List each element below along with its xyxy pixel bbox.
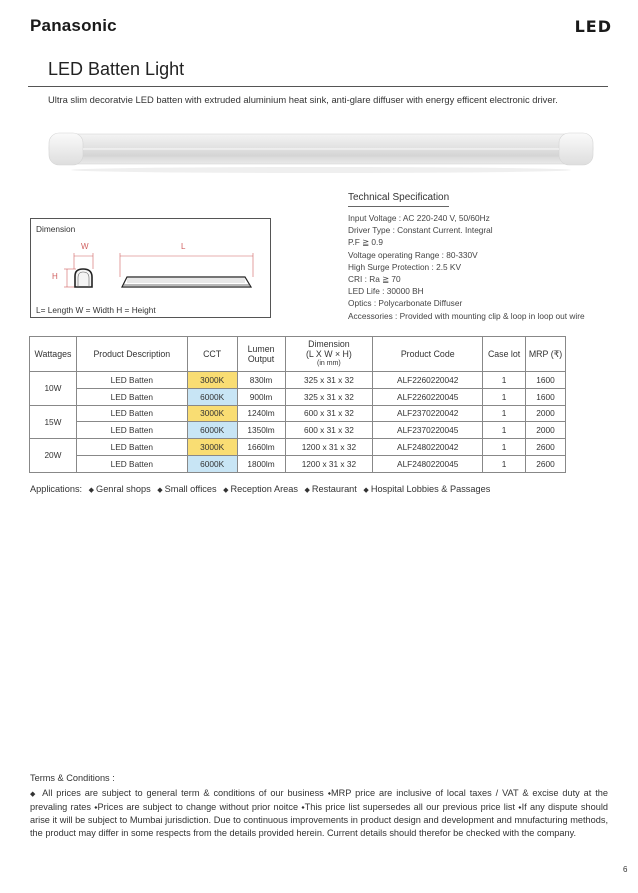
- mrp-cell: 1600: [526, 388, 566, 405]
- description-cell: LED Batten: [76, 405, 187, 422]
- terms-text: [30, 787, 608, 840]
- application-item: ◆ Reception Areas: [223, 484, 298, 494]
- tech-spec-item: P.F ≧ 0.9: [348, 237, 383, 248]
- lumen-cell: 1350lm: [237, 422, 285, 439]
- cct-cell: 3000K: [187, 439, 237, 456]
- page-number: 6: [623, 865, 628, 874]
- table-row: [30, 372, 566, 389]
- dimension-cell: 600 x 31 x 32: [285, 422, 373, 439]
- batten-light-image: [45, 120, 597, 180]
- caselot-cell: 1: [483, 439, 526, 456]
- tech-spec-item: Accessories : Provided with mounting clip & loop in loop out wire: [348, 310, 585, 321]
- cct-cell: 3000K: [187, 372, 237, 389]
- dimension-cell: 1200 x 31 x 32: [285, 455, 373, 472]
- code-cell: ALF2480220045: [373, 455, 483, 472]
- tech-spec-item: LED Life : 30000 BH: [348, 286, 424, 297]
- cct-cell: 6000K: [187, 455, 237, 472]
- code-cell: ALF2480220042: [373, 439, 483, 456]
- wattage-cell: 20W: [30, 439, 77, 473]
- tech-spec-title: Technical Specification: [348, 192, 449, 207]
- length-marker: L: [181, 242, 186, 251]
- col-header-mrp: MRP (₹): [526, 337, 566, 372]
- description-cell: LED Batten: [76, 388, 187, 405]
- description-cell: LED Batten: [76, 372, 187, 389]
- description-cell: LED Batten: [76, 439, 187, 456]
- table-row: [30, 405, 566, 422]
- caselot-cell: 1: [483, 455, 526, 472]
- dimension-header-unit: (in mm): [317, 360, 341, 367]
- dimension-header-line2: (L X W × H): [305, 349, 352, 359]
- application-item: ◆ Restaurant: [304, 484, 357, 494]
- title-divider: [28, 86, 608, 87]
- bullet-icon: ◆: [304, 487, 310, 494]
- led-badge: LED: [574, 17, 612, 36]
- col-header-code: Product Code: [373, 337, 483, 372]
- tech-spec-list: [348, 212, 585, 322]
- mrp-cell: 1600: [526, 372, 566, 389]
- caselot-cell: 1: [483, 372, 526, 389]
- lumen-cell: 1660lm: [237, 439, 285, 456]
- lumen-header-line1: Lumen: [247, 344, 275, 354]
- applications-label: Applications:: [30, 484, 83, 494]
- terms-title: Terms & Conditions :: [30, 773, 115, 783]
- dimension-header-line1: Dimension: [308, 339, 350, 349]
- mrp-cell: 2600: [526, 455, 566, 472]
- cct-cell: 6000K: [187, 422, 237, 439]
- col-header-caselot: Case lot: [483, 337, 526, 372]
- table-row: [30, 455, 566, 472]
- code-cell: ALF2370220045: [373, 422, 483, 439]
- description-cell: LED Batten: [76, 455, 187, 472]
- col-header-wattages: Wattages: [30, 337, 77, 372]
- product-subtitle: Ultra slim decoratvie LED batten with extruded aluminium heat sink, anti-glare diffuser with energy efficent electronic driver.: [48, 94, 558, 105]
- product-table: [29, 336, 566, 473]
- dimension-cell: 600 x 31 x 32: [285, 405, 373, 422]
- wattage-cell: 15W: [30, 405, 77, 439]
- lumen-header-line2: Output: [247, 354, 275, 364]
- tech-spec-item: Optics : Polycarbonate Diffuser: [348, 298, 463, 309]
- code-cell: ALF2370220042: [373, 405, 483, 422]
- mrp-cell: 2000: [526, 422, 566, 439]
- table-row: [30, 388, 566, 405]
- col-header-dimension: [285, 337, 373, 372]
- terms-body: All prices are subject to general term & conditions of our business ⬩MRP price are inclusive of local taxes / VAT & excise duty at the prevaling rates ⬩Prices are subject to change without prior noitce ⬩This price list supersedes all our previous price list ⬩If any dispute should arise it will be subject to Mumbai jurisdiction. Due to continuous improvements in product design and development and mnufacturing methods, the product may differ in some respects from the details provided herein. Current details should therefor be checked with the company.: [30, 788, 608, 838]
- table-header-row: [30, 337, 566, 372]
- bullet-icon: ◆: [157, 487, 163, 494]
- mrp-cell: 2000: [526, 405, 566, 422]
- dimension-diagram: [31, 219, 272, 319]
- application-item: ◆ Small offices: [157, 484, 217, 494]
- dimension-cell: 325 x 31 x 32: [285, 388, 373, 405]
- application-item: ◆ Hospital Lobbies & Passages: [363, 484, 491, 494]
- col-header-lumen: [237, 337, 285, 372]
- description-cell: LED Batten: [76, 422, 187, 439]
- lumen-cell: 830lm: [237, 372, 285, 389]
- table-row: [30, 422, 566, 439]
- bullet-icon: ◆: [223, 487, 229, 494]
- bullet-icon: ◆: [88, 487, 95, 494]
- tech-spec-item: Voltage operating Range : 80-330V: [348, 249, 478, 260]
- col-header-cct: CCT: [187, 337, 237, 372]
- table-row: [30, 439, 566, 456]
- cct-cell: 6000K: [187, 388, 237, 405]
- dimension-cell: 325 x 31 x 32: [285, 372, 373, 389]
- dimension-legend: L= Length W = Width H = Height: [36, 305, 156, 315]
- lumen-cell: 900lm: [237, 388, 285, 405]
- caselot-cell: 1: [483, 405, 526, 422]
- tech-spec-item: CRI : Ra ≧ 70: [348, 274, 401, 285]
- code-cell: ALF2260220045: [373, 388, 483, 405]
- caselot-cell: 1: [483, 388, 526, 405]
- page-title: LED Batten Light: [48, 59, 185, 79]
- mrp-cell: 2600: [526, 439, 566, 456]
- caselot-cell: 1: [483, 422, 526, 439]
- tech-spec-item: Driver Type : Constant Current. Integral: [348, 225, 493, 236]
- applications-line: [30, 484, 490, 494]
- height-marker: H: [52, 272, 58, 281]
- code-cell: ALF2260220042: [373, 372, 483, 389]
- bullet-icon: ◆: [30, 791, 37, 798]
- wattage-cell: 10W: [30, 372, 77, 406]
- width-marker: W: [81, 242, 89, 251]
- tech-spec-item: Input Voltage : AC 220-240 V, 50/60Hz: [348, 213, 490, 223]
- lumen-cell: 1800lm: [237, 455, 285, 472]
- bullet-icon: ◆: [363, 487, 369, 494]
- cct-cell: 3000K: [187, 405, 237, 422]
- dimension-cell: 1200 x 31 x 32: [285, 439, 373, 456]
- lumen-cell: 1240lm: [237, 405, 285, 422]
- dimension-box: [30, 218, 271, 318]
- col-header-description: Product Description: [76, 337, 187, 372]
- brand-logo: Panasonic: [30, 16, 117, 35]
- tech-spec-item: High Surge Protection : 2.5 KV: [348, 261, 461, 272]
- dimension-label: Dimension: [36, 224, 76, 234]
- application-item: ◆ Genral shops: [88, 484, 151, 494]
